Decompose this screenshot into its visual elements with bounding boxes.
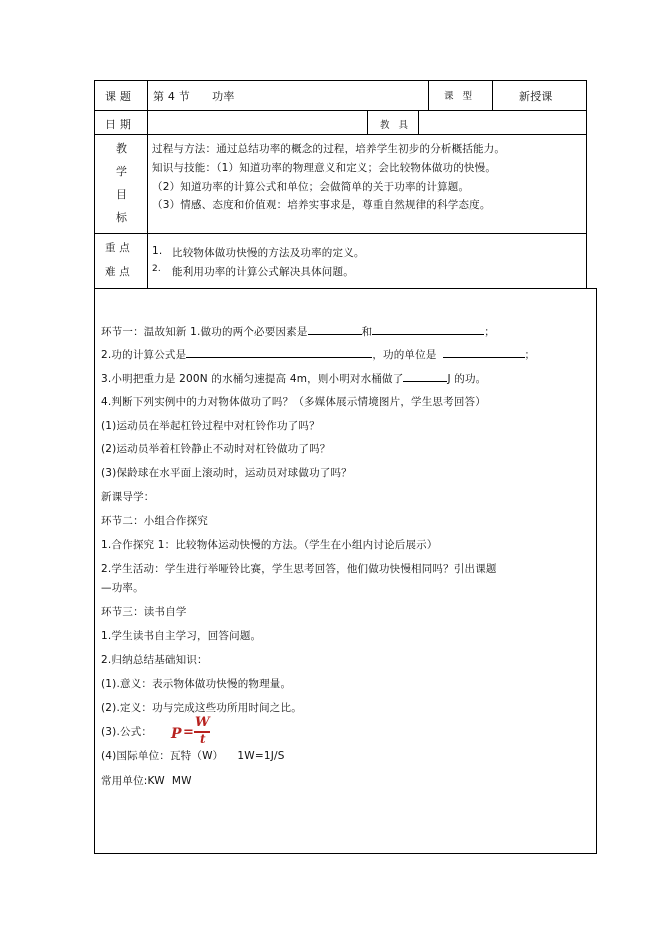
power-formula: [171, 716, 219, 752]
body-line-si-unit: [101, 748, 285, 763]
date-label: 日 期: [105, 118, 132, 131]
keypoints-label-top: 重 点: [105, 242, 130, 254]
table-border-bottom: [94, 853, 597, 854]
label-column-divider: [147, 80, 148, 288]
type-value: 新授课: [519, 90, 553, 103]
body-line: (3).公式：: [101, 726, 153, 738]
body-line: 2.归纳总结基础知识：: [101, 654, 208, 666]
table-border-left: [94, 80, 95, 854]
review-prefix: 环节一：温故知新 1.做功的两个必要因素是: [101, 326, 308, 338]
body-line-formula-q: [101, 347, 535, 362]
bucket-unit: J 的功。: [447, 373, 487, 385]
review-and: 和: [361, 326, 373, 338]
formula-p: P: [171, 726, 182, 742]
teacher-aid-label: 教 具: [380, 120, 412, 131]
section-heading: 新课导学：: [101, 491, 155, 503]
body-line: (3)保龄球在水平面上滚动时，运动员对球做功了吗？: [101, 467, 352, 479]
bucket-question: 3.小明把重力是 200N 的水桶匀速提高 4m，则小明对水桶做了: [101, 373, 404, 385]
body-line: 4.判断下列实例中的力对物体做功了吗？（多媒体展示情境图片，学生思考回答）: [101, 396, 486, 408]
keypoint-text: 比较物体做功快慢的方法及功率的定义。: [172, 247, 365, 259]
keypoint-text: 能利用功率的计算公式解决具体问题。: [172, 266, 354, 278]
unit-conversion: 1W=1J/S: [237, 750, 285, 762]
topic-label: 课 题: [105, 90, 132, 103]
answer-blank[interactable]: [372, 325, 484, 335]
type-value-divider: [492, 80, 493, 110]
keypoint-number: 1.: [152, 245, 163, 257]
table-row-divider: [94, 134, 587, 135]
answer-blank[interactable]: [403, 372, 447, 382]
goals-label-char: 标: [116, 211, 128, 224]
table-border-right-lower: [596, 288, 597, 854]
review-end: ；: [484, 326, 495, 338]
table-row-divider: [94, 110, 587, 111]
teacher-label-divider-left: [367, 110, 368, 134]
topic-value: 第 4 节 功率: [153, 90, 235, 103]
body-line: 1.学生读书自主学习，回答问题。: [101, 630, 262, 642]
si-unit: (4)国际单位：瓦特（W）: [101, 750, 224, 762]
answer-blank[interactable]: [308, 325, 362, 335]
body-line: (2)运动员举着杠铃静止不动时对杠铃做功了吗？: [101, 443, 331, 455]
formula-equals: =: [183, 725, 194, 740]
formula-t: t: [200, 732, 206, 746]
formula-w: W: [195, 715, 210, 730]
body-line-bucket: [101, 371, 486, 386]
body-line: —功率。: [101, 582, 144, 594]
goals-label-char: 学: [116, 165, 128, 178]
table-row-divider: [94, 288, 597, 289]
body-line: (1)运动员在举起杠铃过程中对杠铃作功了吗？: [101, 420, 320, 432]
goal-line: 过程与方法：通过总结功率的概念的过程，培养学生初步的分析概括能力。: [152, 143, 506, 155]
body-line-review: [101, 324, 495, 339]
body-line: 2.学生活动：学生进行举哑铃比赛，学生思考回答，他们做功快慢相同吗？引出课题: [101, 563, 497, 575]
goal-line: （3）情感、态度和价值观：培养实事求是，尊重自然规律的科学态度。: [152, 199, 491, 211]
table-border-top: [94, 80, 587, 81]
answer-blank[interactable]: [186, 348, 372, 358]
section-heading: 环节二：小组合作探究: [101, 515, 208, 527]
type-label-divider: [428, 80, 429, 110]
table-row-divider: [94, 233, 587, 234]
goal-line: （2）知道功率的计算公式和单位；会做简单的关于功率的计算题。: [152, 181, 470, 193]
goals-label-char: 教: [116, 142, 128, 155]
keypoint-number: 2.: [152, 264, 161, 274]
body-line: (1).意义：表示物体做功快慢的物理量。: [101, 678, 292, 690]
formula-question: 2.功的计算公式是: [101, 349, 187, 361]
teacher-label-divider-right: [418, 110, 419, 134]
line-end: ；: [524, 349, 536, 361]
type-label: 课 型: [444, 91, 476, 102]
table-border-right-upper: [586, 80, 587, 288]
goals-label-char: 目: [116, 188, 128, 201]
goal-line: 知识与技能：（1）知道功率的物理意义和定义；会比较物体做功的快慢。: [152, 162, 497, 174]
body-line: 1.合作探究 1：比较物体运动快慢的方法。（学生在小组内讨论后展示）: [101, 539, 438, 551]
keypoints-label-bottom: 难 点: [105, 266, 130, 278]
section-heading: 环节三：读书自学: [101, 606, 187, 618]
unit-question: ，功的单位是: [372, 349, 437, 361]
body-line: (2).定义：功与完成这些功所用时间之比。: [101, 702, 302, 714]
answer-blank[interactable]: [443, 348, 525, 358]
body-line: 常用单位:KW MW: [101, 775, 192, 787]
